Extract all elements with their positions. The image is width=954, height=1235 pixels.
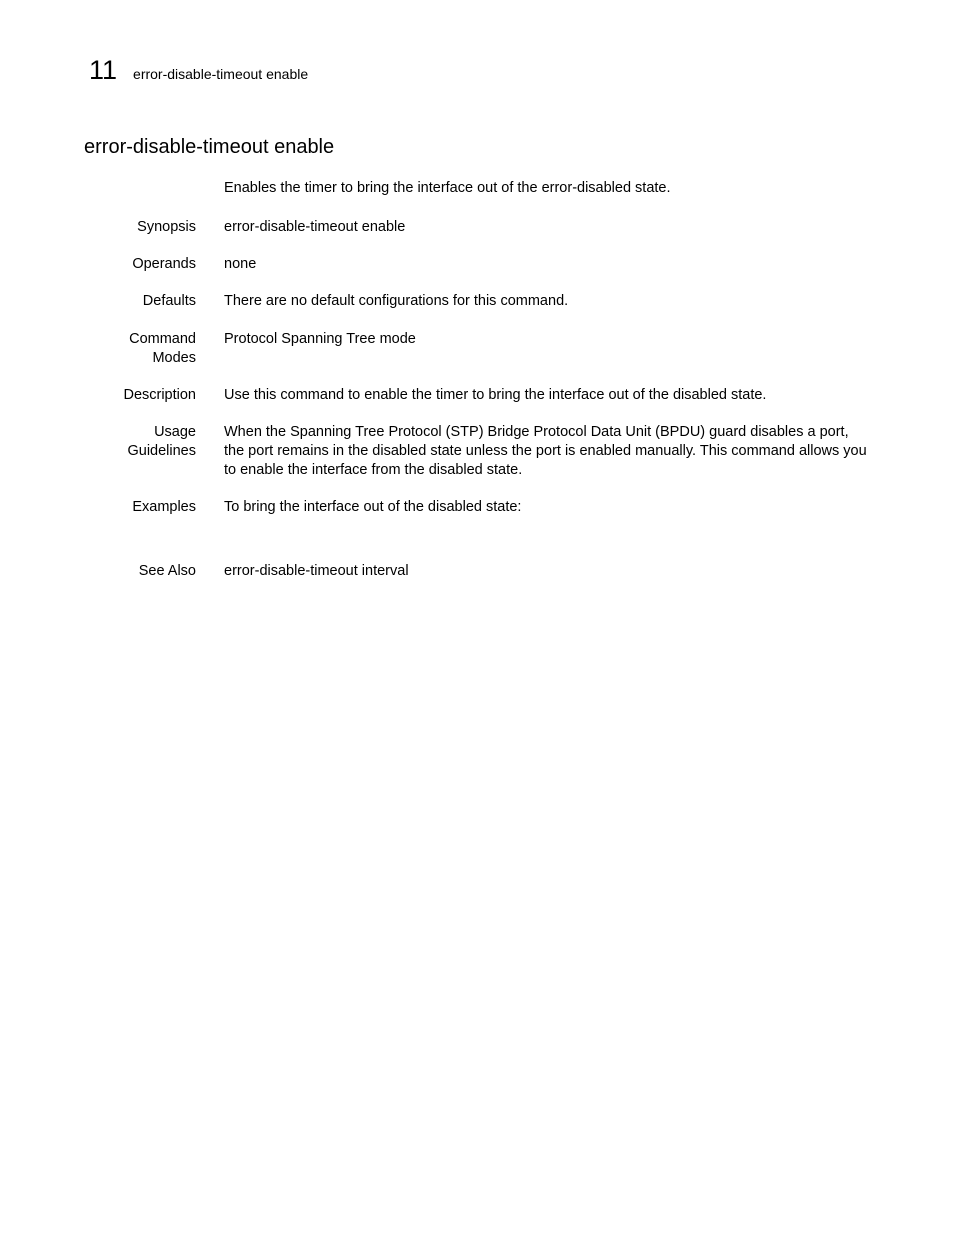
entry-label-examples: Examples — [132, 499, 196, 515]
entry-label-synopsis: Synopsis — [137, 219, 196, 235]
entry-label-operands: Operands — [132, 256, 196, 272]
entry-label-description: Description — [123, 387, 196, 403]
entry-value-command-modes: Protocol Spanning Tree mode — [224, 331, 416, 347]
entry-label-command-modes: Command Modes — [129, 331, 196, 366]
entry-value-usage-guidelines: When the Spanning Tree Protocol (STP) Bridge Protocol Data Unit (BPDU) guard disables a port, the port remains in the disabled state unless the port is enabled manually. This command allows you to enable the interface from the disabled state. — [224, 424, 867, 478]
running-title: error-disable-timeout enable — [133, 66, 309, 82]
entry-value-operands: none — [224, 256, 257, 272]
see-also-link[interactable]: error-disable-timeout interval — [224, 563, 409, 579]
entry-value-synopsis: error-disable-timeout enable — [224, 219, 406, 235]
page-header — [89, 54, 308, 86]
section-title: error-disable-timeout enable — [84, 136, 335, 158]
entry-value-examples: To bring the interface out of the disabled state: — [224, 499, 522, 515]
entry-label-see-also: See Also — [138, 563, 196, 579]
entry-label-defaults: Defaults — [142, 293, 196, 309]
section-intro: Enables the timer to bring the interface out of the error-disabled state. — [224, 180, 671, 196]
chapter-number: 11 — [89, 55, 118, 85]
entry-label-usage-guidelines: Usage Guidelines — [127, 424, 196, 459]
entry-value-defaults: There are no default configurations for this command. — [224, 293, 569, 309]
entry-value-description: Use this command to enable the timer to bring the interface out of the disabled state. — [224, 387, 767, 403]
